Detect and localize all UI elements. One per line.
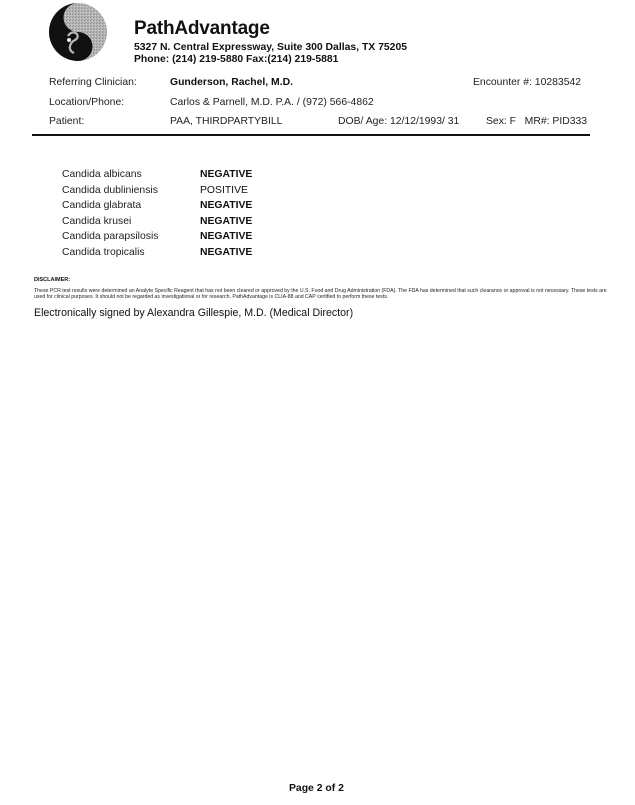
dob-age: DOB/ Age: 12/12/1993/ 31	[338, 116, 460, 127]
referring-clinician-value: Gunderson, Rachel, M.D.	[170, 77, 293, 88]
disclaimer-title: DISCLAIMER:	[34, 277, 71, 283]
yin-yang-logo-icon	[48, 2, 108, 62]
organism-name: Candida dubliniensis	[62, 184, 158, 196]
result-value: NEGATIVE	[200, 215, 253, 227]
patient-value: PAA, THIRDPARTYBILL	[170, 116, 283, 127]
disclaimer-text: These PCR test results were determined an Analyte Specific Reagent that has not been cleared or approved by the U.S. Food and Drug Administration (FDA). The FDA has determined that such clearance or approval is not necessary. These tests are used for clinical purposes. It should not be regarded as investigational or for research. PathAdvantage is CLIA-88 and CAP certified to perform these tests.	[34, 288, 607, 301]
sex-mr: Sex: F MR#: PID333	[486, 116, 588, 127]
organism-name: Candida glabrata	[62, 200, 142, 212]
brand-name: PathAdvantage	[134, 18, 270, 39]
result-value: NEGATIVE	[200, 246, 253, 258]
organism-name: Candida albicans	[62, 169, 142, 180]
lab-address	[134, 42, 407, 66]
page-number: Page 2 of 2	[289, 783, 344, 794]
header-divider	[32, 134, 590, 136]
location-value: Carlos & Parnell, M.D. P.A. / (972) 566-4862	[170, 97, 374, 108]
encounter-number: Encounter #: 10283542	[473, 77, 582, 88]
result-value: NEGATIVE	[200, 231, 253, 243]
organism-name: Candida parapsilosis	[62, 231, 159, 243]
result-value: NEGATIVE	[200, 200, 253, 212]
organism-name: Candida tropicalis	[62, 246, 145, 258]
contact-line: Phone: (214) 219-5880 Fax:(214) 219-5881	[134, 54, 339, 65]
location-label: Location/Phone:	[49, 97, 125, 108]
result-value: NEGATIVE	[200, 169, 253, 180]
address-line: 5327 N. Central Expressway, Suite 300 Dallas, TX 75205	[134, 42, 408, 53]
organism-name: Candida krusei	[62, 215, 132, 227]
referring-clinician-label: Referring Clinician:	[49, 77, 137, 88]
result-value: POSITIVE	[200, 184, 248, 196]
patient-label: Patient:	[49, 116, 85, 127]
electronic-signature: Electronically signed by Alexandra Gillespie, M.D. (Medical Director)	[34, 307, 354, 319]
